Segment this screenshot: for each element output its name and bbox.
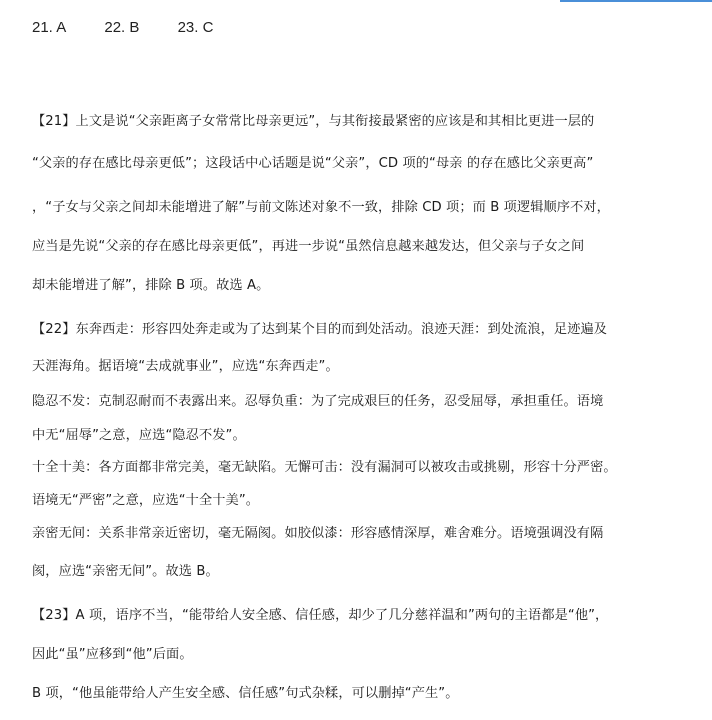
- explanation-line: ，“子女与父亲之间却未能增进了解”与前文陈述对象不一致，排除 CD 项；而 B 项逻辑顺序不对，: [32, 200, 610, 215]
- explanation-line: 【22】东奔西走：形容四处奔走或为了达到某个目的而到处活动。浪迹天涯：到处流浪，足迹遍及: [32, 322, 608, 337]
- explanation-line: 十全十美：各方面都非常完美，毫无缺陷。无懈可击：没有漏洞可以被攻击或挑剔，形容十分严密。: [32, 460, 617, 475]
- explanation-line: 中无“屈辱”之意，应选“隐忍不发”。: [32, 428, 246, 443]
- answer-21: 21. A: [32, 19, 67, 36]
- explanation-line: B 项，“他虽能带给人产生安全感、信任感”句式杂糅，可以删掉“产生”。: [32, 686, 459, 701]
- explanation-line: 阂，应选“亲密无间”。故选 B。: [32, 564, 219, 579]
- explanation-line: 因此“虽”应移到“他”后面。: [32, 647, 193, 662]
- answer-key: [32, 19, 247, 36]
- answer-22: 22. B: [104, 19, 140, 36]
- explanation-line: 语境无“严密”之意，应选“十全十美”。: [32, 493, 260, 508]
- explanation-line: 天涯海角。据语境“去成就事业”，应选“东奔西走”。: [32, 359, 339, 374]
- explanation-line: 亲密无间：关系非常亲近密切，毫无隔阂。如胶似漆：形容感情深厚，难舍难分。语境强调没有隔: [32, 526, 604, 541]
- explanation-line: 【21】上文是说“父亲距离子女常常比母亲更远”，与其衔接最紧密的应该是和其相比更进一层的: [32, 114, 595, 129]
- explanation-line: 应当是先说“父亲的存在感比母亲更低”，再进一步说“虽然信息越来越发达，但父亲与子女之间: [32, 239, 585, 254]
- top-accent-bar: [560, 0, 712, 2]
- explanation-line: 隐忍不发：克制忍耐而不表露出来。忍辱负重：为了完成艰巨的任务，忍受屈辱，承担重任。语境: [32, 394, 604, 409]
- explanation-line: 【23】A 项，语序不当，“能带给人安全感、信任感，却少了几分慈祥温和”两句的主语都是“他”，: [32, 608, 609, 623]
- explanation-line: 却未能增进了解”，排除 B 项。故选 A。: [32, 278, 270, 293]
- answer-23: 23. C: [177, 19, 214, 36]
- explanation-line: “父亲的存在感比母亲更低”；这段话中心话题是说“父亲”，CD 项的“母亲 的存在感比父亲更高”: [32, 156, 594, 171]
